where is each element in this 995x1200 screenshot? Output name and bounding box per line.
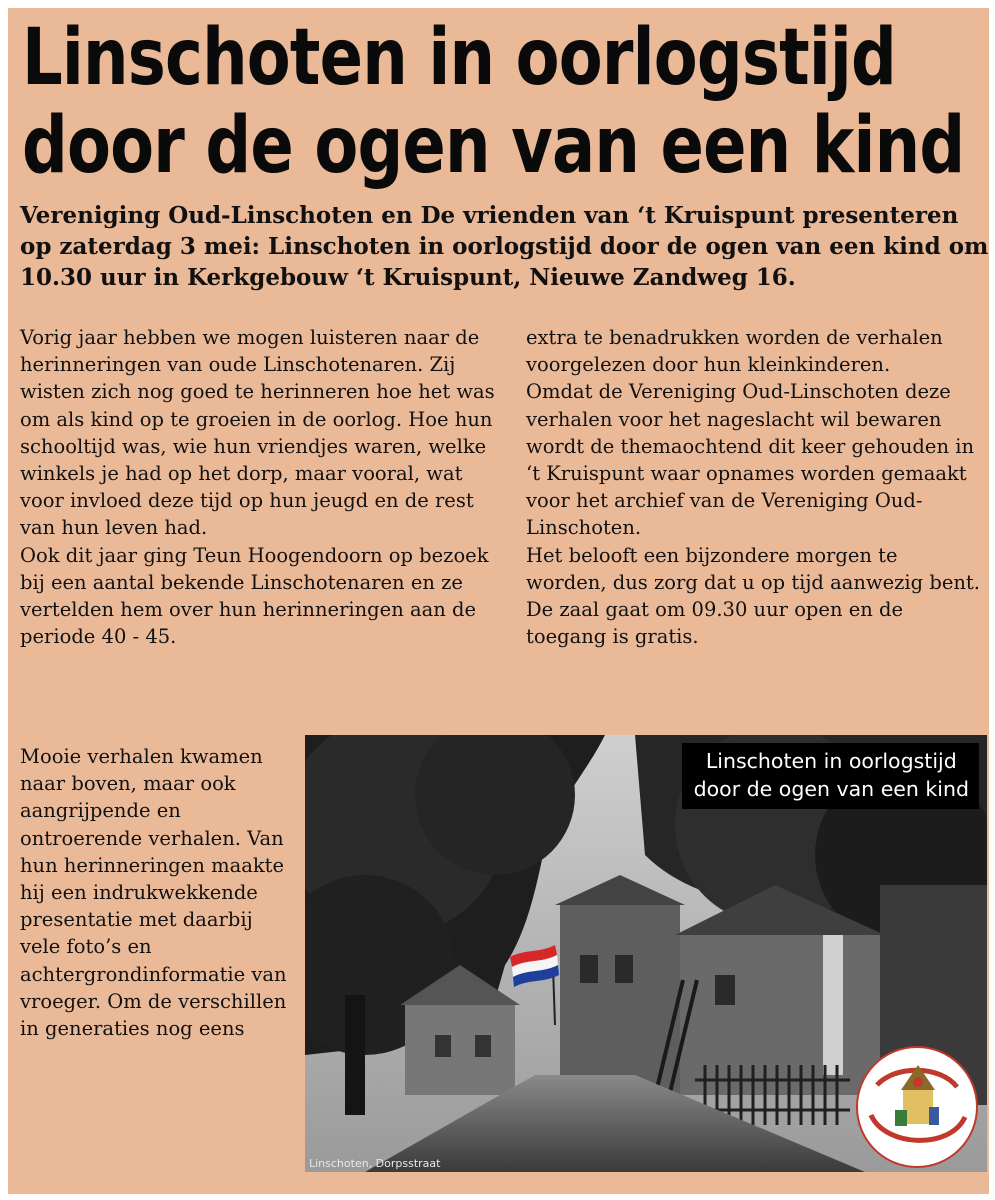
photo-title-line-1: Linschoten in oorlogstijd [705,749,957,773]
right-paragraph-1: extra te benadrukken worden de verhalen voorgelezen door hun kleinkinderen. [526,326,943,377]
photo-title-line-2: door de ogen van een kind [693,777,969,801]
intro-paragraph: Vereniging Oud-Linschoten en De vrienden van ‘t Kruispunt presenteren op zaterdag 3 mei: Linschoten in oorlogstijd door de ogen van een kind om 10.30 uur in Kerkgebouw ‘t Kruispunt, Nieuwe Zandweg 16. [20,202,989,291]
photo-title-box [682,743,979,809]
left-paragraph-1: Vorig jaar hebben we mogen luisteren naar de herinneringen van oude Linschotenaren. Zij wisten zich nog goed te herinneren hoe het was om als kind op te groeien in de oorlog. Hoe hun schooltijd was, wie hun vriendjes waren, welke winkels je had op het dorp, maar vooral, wat voor invloed deze tijd op hun jeugd en de rest van hun leven had. [20,326,495,540]
narrow-column [20,743,298,1042]
vereniging-logo [857,1047,977,1167]
right-column [526,324,981,650]
headline [22,13,965,191]
left-paragraph-2: Ook dit jaar ging Teun Hoogendoorn op bezoek bij een aantal bekende Linschotenaren en ze vertelden hem over hun herinneringen aan de periode 40 - 45. [20,543,489,649]
right-paragraph-2: Omdat de Vereniging Oud-Linschoten deze verhalen voor het nageslacht wil bewaren wordt de themaochtend dit keer gehouden in ‘t Kruispunt waar opnames worden gemaakt voor het archief van de Vereniging Oud-Linschoten. [526,380,975,540]
article-page [8,8,989,1194]
photo-caption: Linschoten, Dorpsstraat [309,1157,441,1170]
left-column [20,324,500,650]
street-photo [305,735,987,1172]
narrow-paragraph: Mooie verhalen kwamen naar boven, maar ook aangrijpende en ontroerende verhalen. Van hun herinneringen maakte hij een indrukwekkende presentatie met daarbij vele foto’s en achtergrondinformatie van vroeger. Om de verschillen in generaties nog eens [20,745,287,1041]
right-paragraph-3: Het belooft een bijzondere morgen te worden, dus zorg dat u op tijd aanwezig bent. De zaal gaat om 09.30 uur open en de toegang is gratis. [526,543,980,649]
headline-line-1: Linschoten in oorlogstijd [22,13,897,103]
headline-line-2: door de ogen van een kind [22,101,965,191]
